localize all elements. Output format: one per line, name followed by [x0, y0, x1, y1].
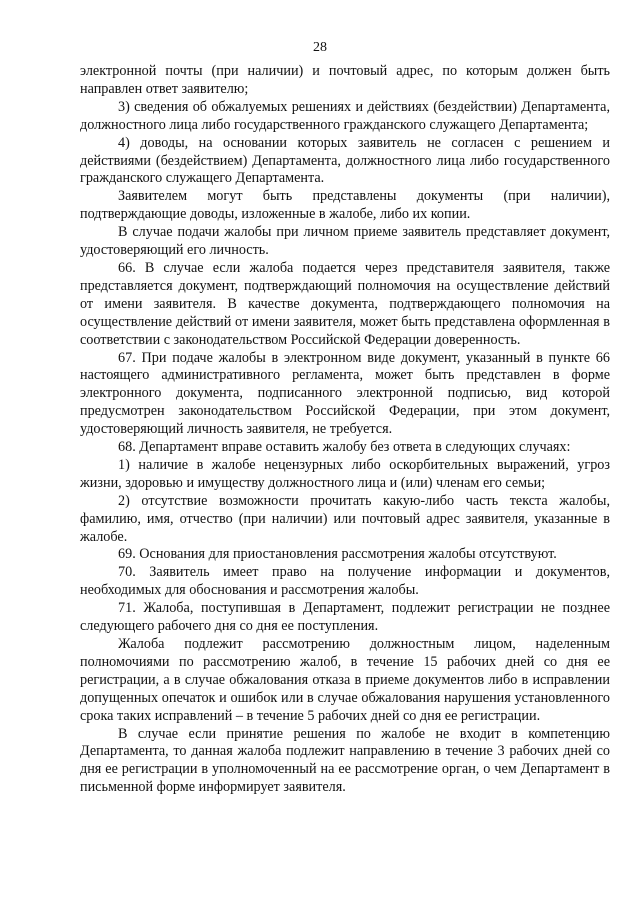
page-number: 28: [313, 40, 327, 55]
paragraph-personal-reception: В случае подачи жалобы при личном приеме заявитель представляет документ, удостоверяющий его личность.: [80, 224, 610, 259]
paragraph-67: 67. При подаче жалобы в электронном виде документ, указанный в пункте 66 настоящего административного регламента, может быть представлен в форме электронного документа, подписанного электронной подписью, вид которой предусмотрен законодательством Российской Федерации, при этом документ, удостоверяющий личность заявителя, не требуется.: [80, 349, 610, 438]
paragraph-item-3: 3) сведения об обжалуемых решениях и действиях (бездействии) Департамента, должностного лица либо государственного гражданского служащего Департамента;: [80, 98, 610, 133]
document-body: [80, 63, 610, 797]
paragraph-item-4: 4) доводы, на основании которых заявитель не согласен с решением и действиями (бездействием) Департамента, должностного лица либо государственного гражданского служащего Департамента.: [80, 134, 610, 187]
paragraph-documents: Заявителем могут быть представлены документы (при наличии), подтверждающие доводы, изложенные в жалобе, либо их копии.: [80, 188, 610, 223]
paragraph-71-competence: В случае если принятие решения по жалобе не входит в компетенцию Департамента, то данная жалоба подлежит направлению в течение 3 рабочих дней со дня ее регистрации в уполномоченный на ее рассмотрение орган, о чем Департамент в письменной форме информирует заявителя.: [80, 725, 610, 796]
paragraph-68-item-2: 2) отсутствие возможности прочитать какую-либо часть текста жалобы, фамилию, имя, отчество (при наличии) или почтовый адрес заявителя, указанные в жалобе.: [80, 492, 610, 545]
paragraph-continuation: электронной почты (при наличии) и почтовый адрес, по которым должен быть направлен ответ заявителю;: [80, 63, 610, 97]
paragraph-70: 70. Заявитель имеет право на получение информации и документов, необходимых для обоснования и рассмотрения жалобы.: [80, 564, 610, 599]
paragraph-71-review: Жалоба подлежит рассмотрению должностным лицом, наделенным полномочиями по рассмотрению жалоб, в течение 15 рабочих дней со дня ее регистрации, а в случае обжалования отказа в приеме документов либо в исправлении допущенных опечаток и ошибок или в случае обжалования нарушения установленного срока таких исправлений – в течение 5 рабочих дней со дня ее регистрации.: [80, 636, 610, 724]
paragraph-69: 69. Основания для приостановления рассмотрения жалобы отсутствуют.: [118, 546, 557, 563]
paragraph-68: 68. Департамент вправе оставить жалобу без ответа в следующих случаях:: [118, 439, 571, 456]
paragraph-68-item-1: 1) наличие в жалобе нецензурных либо оскорбительных выражений, угроз жизни, здоровью и имуществу должностного лица и (или) членам его семьи;: [80, 456, 610, 491]
paragraph-71: 71. Жалоба, поступившая в Департамент, подлежит регистрации не позднее следующего рабочего дня со дня ее поступления.: [80, 600, 610, 635]
paragraph-66: 66. В случае если жалоба подается через представителя заявителя, также представляется документ, подтверждающий полномочия на осуществление действий от имени заявителя. В качестве документа, подтверждающего полномочия на осуществление действий от имени заявителя, может быть представлена оформленная в соответствии с законодательством Российской Федерации доверенность.: [80, 259, 610, 348]
